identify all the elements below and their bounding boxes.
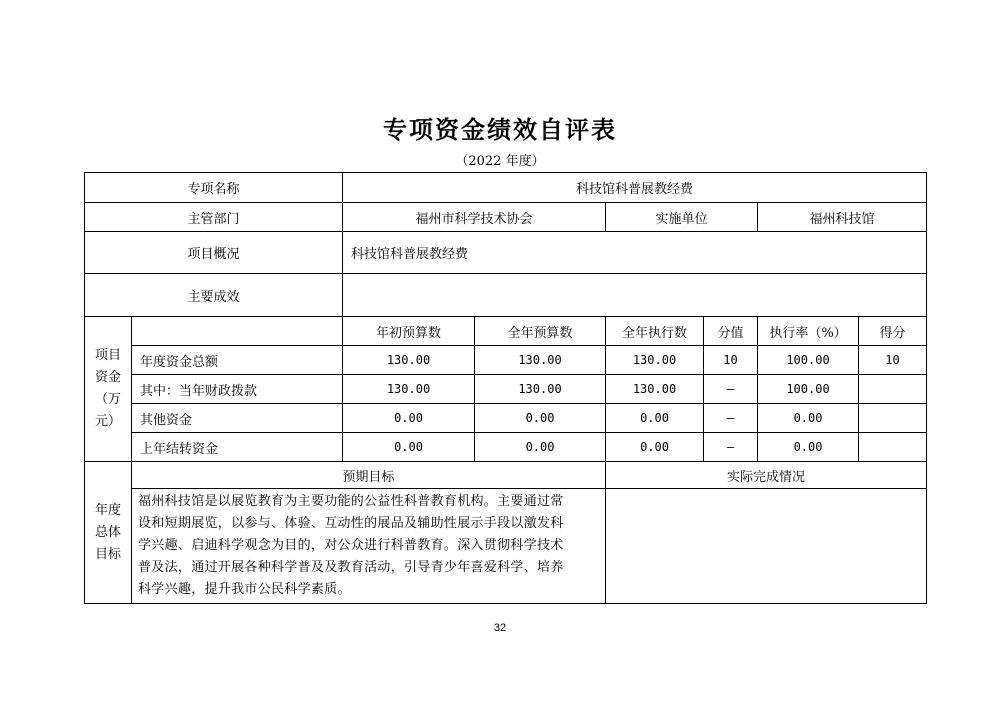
col-header-exec-rate: 执行率（%） — [758, 317, 859, 346]
expected-goal-line: 科学兴趣，提升我市公民科学素质。 — [138, 582, 351, 597]
project-name-label: 专项名称 — [85, 173, 343, 203]
cell-weight: — — [704, 404, 758, 433]
funds-row-label: 其他资金 — [132, 404, 343, 433]
funds-side-line: （万 — [94, 392, 121, 407]
goals-side-line: 目标 — [94, 546, 121, 562]
goals-content-row — [85, 489, 927, 604]
cell-executed: 130.00 — [606, 375, 704, 404]
cell-weight: — — [704, 433, 758, 462]
funds-side-label — [85, 317, 132, 462]
cell-annual-budget: 0.00 — [475, 433, 606, 462]
cell-initial-budget: 130.00 — [343, 375, 475, 404]
funds-row-fiscal — [85, 375, 927, 404]
expected-goal-header: 预期目标 — [132, 462, 606, 489]
cell-executed: 0.00 — [606, 404, 704, 433]
cell-initial-budget: 130.00 — [343, 346, 475, 375]
goals-header-row — [85, 462, 927, 489]
funds-row-label: 年度资金总额 — [132, 346, 343, 375]
funds-header-row — [85, 317, 927, 346]
cell-exec-rate: 100.00 — [758, 346, 859, 375]
actual-completion-value — [606, 489, 927, 604]
dept-value: 福州市科学技术协会 — [343, 203, 606, 232]
cell-weight: 10 — [704, 346, 758, 375]
row-dept — [85, 203, 927, 232]
cell-exec-rate: 0.00 — [758, 433, 859, 462]
goals-side-line: 总体 — [94, 524, 121, 540]
funds-header-blank — [132, 317, 343, 346]
overview-value: 科技馆科普展教经费 — [343, 232, 927, 274]
row-overview — [85, 232, 927, 274]
results-label: 主要成效 — [85, 274, 343, 317]
funds-row-other — [85, 404, 927, 433]
expected-goal-text — [132, 489, 606, 604]
unit-label: 实施单位 — [606, 203, 758, 232]
page-title: 专项资金绩效自评表 — [383, 115, 617, 144]
cell-executed: 0.00 — [606, 433, 704, 462]
cell-score: 10 — [859, 346, 927, 375]
row-results — [85, 274, 927, 317]
performance-table — [84, 172, 927, 604]
expected-goal-line: 普及法，通过开展各种科学普及及教育活动，引导青少年喜爱科学、培养 — [138, 560, 564, 575]
actual-completion-header: 实际完成情况 — [606, 462, 927, 489]
funds-row-carryover — [85, 433, 927, 462]
cell-score — [859, 433, 927, 462]
col-header-initial-budget: 年初预算数 — [343, 317, 475, 346]
overview-label: 项目概况 — [85, 232, 343, 274]
cell-initial-budget: 0.00 — [343, 433, 475, 462]
row-project-name — [85, 173, 927, 203]
funds-side-line: 资金 — [94, 370, 121, 385]
col-header-weight: 分值 — [704, 317, 758, 346]
cell-score — [859, 375, 927, 404]
cell-annual-budget: 130.00 — [475, 346, 606, 375]
cell-executed: 130.00 — [606, 346, 704, 375]
cell-weight: — — [704, 375, 758, 404]
dept-label: 主管部门 — [85, 203, 343, 232]
cell-annual-budget: 130.00 — [475, 375, 606, 404]
expected-goal-line: 学兴趣、启迪科学观念为目的，对公众进行科普教育。深入贯彻科学技术 — [138, 538, 564, 553]
project-name-value: 科技馆科普展教经费 — [343, 173, 927, 203]
cell-initial-budget: 0.00 — [343, 404, 475, 433]
cell-exec-rate: 100.00 — [758, 375, 859, 404]
goals-side-line: 年度 — [94, 502, 121, 518]
funds-row-total — [85, 346, 927, 375]
results-value — [343, 274, 927, 317]
funds-side-line: 项目 — [94, 348, 121, 363]
col-header-score: 得分 — [859, 317, 927, 346]
unit-value: 福州科技馆 — [758, 203, 927, 232]
goals-side-label — [85, 462, 132, 604]
funds-side-line: 元） — [94, 414, 121, 429]
funds-row-label: 上年结转资金 — [132, 433, 343, 462]
page-number: 32 — [493, 622, 507, 634]
cell-exec-rate: 0.00 — [758, 404, 859, 433]
expected-goal-line: 设和短期展览，以参与、体验、互动性的展品及辅助性展示手段以激发科 — [138, 516, 564, 531]
cell-score — [859, 404, 927, 433]
col-header-executed: 全年执行数 — [606, 317, 704, 346]
funds-row-label: 其中：当年财政拨款 — [132, 375, 343, 404]
cell-annual-budget: 0.00 — [475, 404, 606, 433]
col-header-annual-budget: 全年预算数 — [475, 317, 606, 346]
expected-goal-line: 福州科技馆是以展览教育为主要功能的公益性科普教育机构。主要通过常 — [138, 494, 564, 509]
year-subtitle: （2022 年度） — [455, 154, 545, 169]
